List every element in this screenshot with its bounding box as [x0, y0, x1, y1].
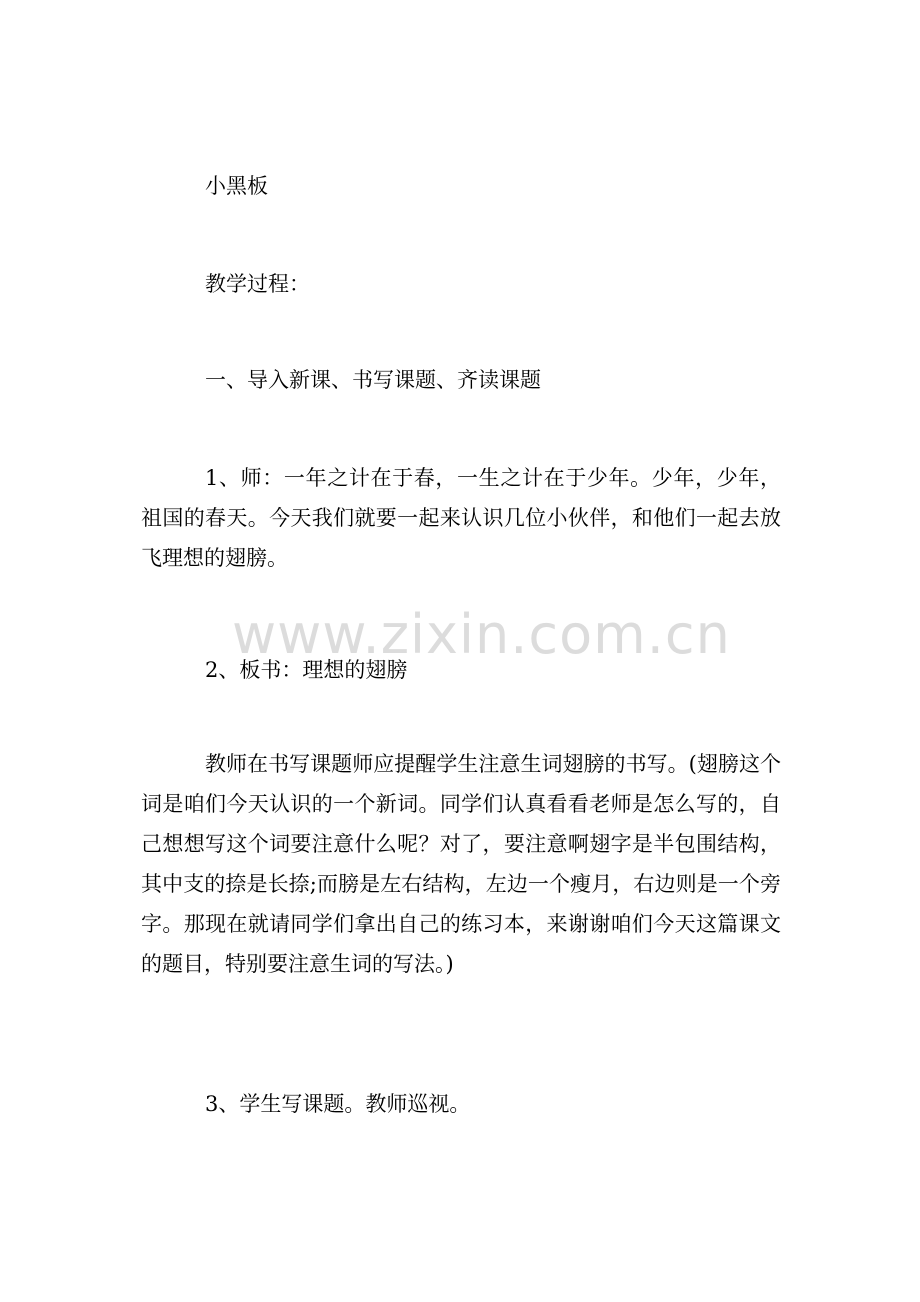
- paragraph-teaching-process-heading: 教学过程：: [205, 272, 310, 296]
- paragraph-step-3: 3、学生写课题。教师巡视。: [205, 1092, 471, 1116]
- paragraph-step-2: 2、板书：理想的翅膀: [205, 658, 408, 682]
- paragraph-section-one-heading: 一、导入新课、书写课题、齐读课题: [205, 368, 541, 392]
- paragraph-teacher-note: 教师在书写课题师应提醒学生注意生词翅膀的书写。(翅膀这个词是咱们今天认识的一个新词。同学们认真看看老师是怎么写的，自己想想写这个词要注意什么呢？对了，要注意啊翅字是半包围结构，其中支的捺是长捺;而膀是左右结构，左边一个瘦月，右边则是一个旁字。那现在就请同学们拿出自己的练习本，来谢谢咱们今天这篇课文的题目，特别要注意生词的写法。): [141, 752, 781, 976]
- watermark: www.zixin.com.cn: [232, 603, 731, 666]
- paragraph-materials: 小黑板: [205, 174, 268, 198]
- paragraph-step-1: 1、师：一年之计在于春，一生之计在于少年。少年，少年，祖国的春天。今天我们就要一起来认识几位小伙伴，和他们一起去放飞理想的翅膀。: [141, 466, 781, 570]
